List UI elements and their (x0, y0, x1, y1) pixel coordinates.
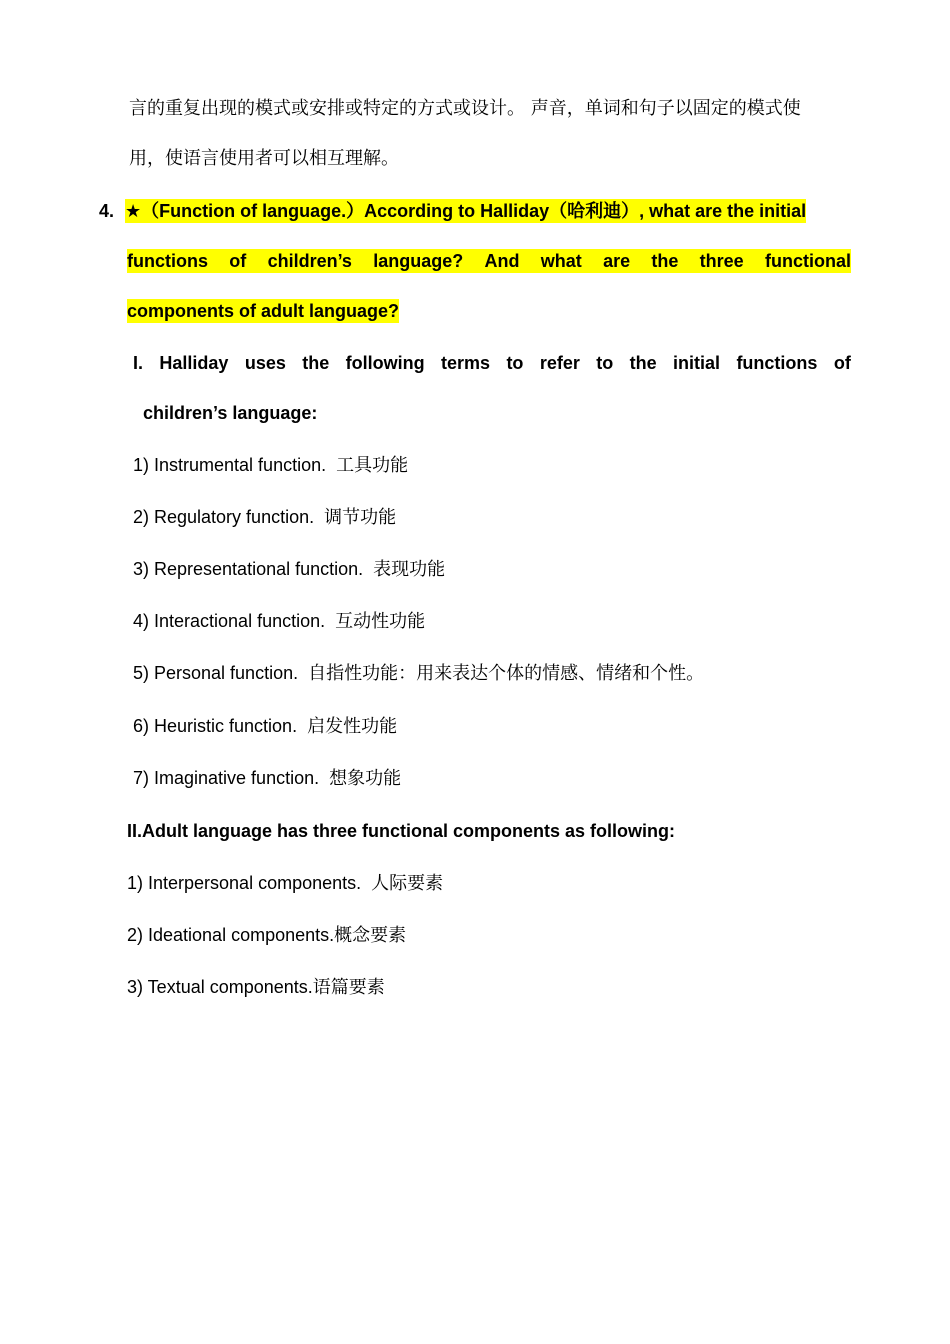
section1-heading-cont: children’s language: (143, 403, 318, 423)
heading-word: of (833, 353, 851, 373)
question-word: language? (373, 251, 464, 271)
section1-heading (133, 351, 851, 375)
question-word: And (484, 251, 520, 271)
question-number: 4. (99, 201, 115, 221)
list-item: 6) Heuristic function. 启发性功能 (133, 716, 398, 737)
question-line-2 (127, 249, 851, 273)
heading-word: to (596, 353, 614, 373)
heading-word: uses (244, 353, 286, 373)
heading-word: refer (539, 353, 580, 373)
heading-word: terms (441, 353, 491, 373)
question-word: children’s (267, 251, 352, 271)
list-item: 3) Textual components.语篇要素 (127, 977, 385, 998)
question-line-3: components of adult language? (127, 301, 400, 321)
heading-word: initial (673, 353, 721, 373)
list-item: 2) Regulatory function. 调节功能 (133, 507, 397, 528)
list-item: 2) Ideational components.概念要素 (127, 925, 407, 946)
heading-word: I. (133, 353, 144, 373)
section2-heading: II.Adult language has three functional components as following: (127, 821, 676, 841)
list-item: 5) Personal function. 自指性功能：用来表达个体的情感、情绪和个性。 (133, 663, 705, 684)
list-item: 3) Representational function. 表现功能 (133, 559, 446, 580)
heading-word: following (345, 353, 425, 373)
heading-word: to (506, 353, 524, 373)
question-word: functional (764, 251, 851, 271)
question-word: of (229, 251, 247, 271)
heading-word: the (302, 353, 330, 373)
list-item: 7) Imaginative function. 想象功能 (133, 768, 402, 789)
list-item: 1) Interpersonal components. 人际要素 (127, 873, 444, 894)
heading-word: the (629, 353, 657, 373)
question-word: three (699, 251, 744, 271)
question-word: functions (127, 251, 208, 271)
heading-word: Halliday (159, 353, 229, 373)
list-item: 4) Interactional function. 互动性功能 (133, 611, 426, 632)
question-line-1: ★（Function of language.）According to Halliday（哈利迪）, what are the initial (125, 201, 807, 221)
question-word: what (540, 251, 582, 271)
question-word: are (603, 251, 631, 271)
list-item: 1) Instrumental function. 工具功能 (133, 455, 409, 476)
intro-line-1: 言的重复出现的模式或安排或特定的方式或设计。 声音，单词和句子以固定的模式使 (129, 98, 801, 119)
question-word: the (651, 251, 679, 271)
heading-word: functions (736, 353, 818, 373)
intro-line-2: 用，使语言使用者可以相互理解。 (129, 148, 399, 169)
